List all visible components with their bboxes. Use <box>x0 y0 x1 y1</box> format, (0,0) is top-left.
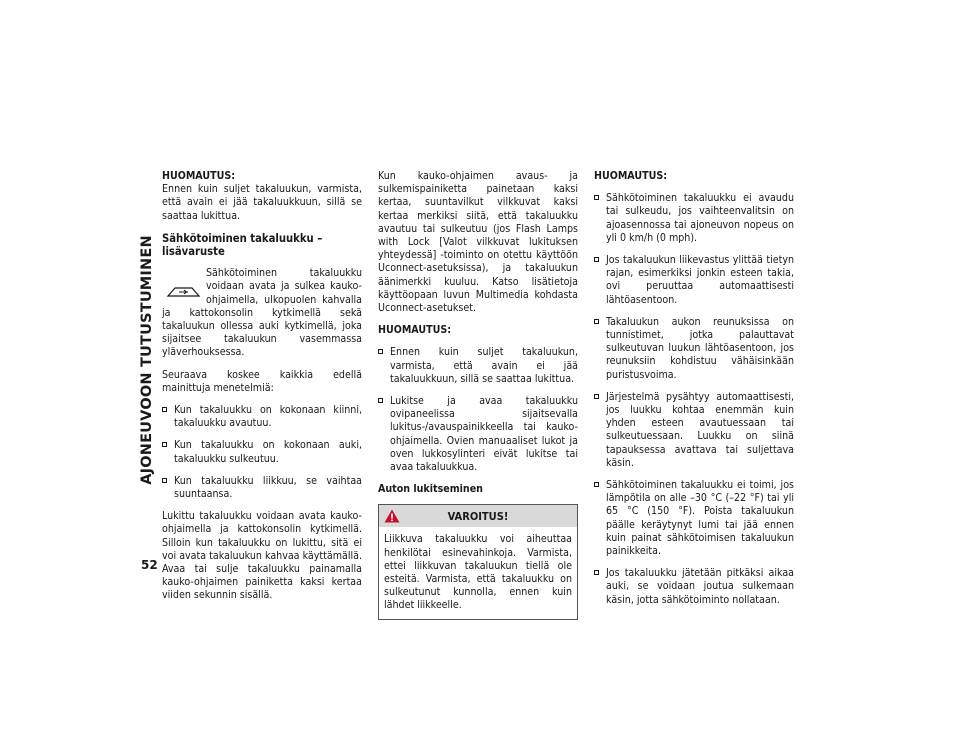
list-item: Kun takaluukku on kokonaan kiinni, takaluukku avautuu. <box>162 404 362 430</box>
list-item: Sähkötoiminen takaluukku ei avaudu tai sulkeudu, jos vaihteenvalitsin on ajoasennossa tai ajoneuvon nopeus on yli 0 km/h (0 mph). <box>594 192 794 245</box>
note-list <box>378 346 578 474</box>
list-item: Lukitse ja avaa takaluukku ovipaneelissa sijaitsevalla lukitus-/avauspainikkeella tai kauko-ohjaimella. Ovien manuaaliset lukot ja oven lukkosylinteri eivät lukitse tai avaa takaluukkua. <box>378 395 578 474</box>
list-item: Sähkötoiminen takaluukku ei toimi, jos lämpötila on alle –30 °C (–22 °F) tai yli 65 °C (150 °F). Poista takaluukun päälle keräytynyt lumi tai jää ennen kuin painat sähkötoimisen takaluukun painikkeita. <box>594 479 794 558</box>
note-text: Ennen kuin suljet takaluukun, varmista, että avain ei jää takaluukkuun, sillä se saattaa lukittua. <box>162 183 362 222</box>
list-item: Ennen kuin suljet takaluukun, varmista, että avain ei jää takaluukkuun, sillä se saattaa lukittua. <box>378 346 578 386</box>
page-number: 52 <box>141 558 158 572</box>
note-label: HUOMAUTUS: <box>162 170 236 182</box>
method-list <box>162 404 362 501</box>
closing-text: Lukittu takaluukku voidaan avata kauko-ohjaimella ja kattokonsolin kytkimellä. Silloin kun takaluukku on lukittu, sitä ei voi avata takaluukun kahvaa käyttämällä. Avaa tai sulje takaluukku painamalla kauko-ohjaimen painiketta kaksi kertaa viiden sekunnin sisällä. <box>162 510 362 602</box>
subheading: Auton lukitseminen <box>378 483 483 496</box>
column-1 <box>162 170 362 612</box>
warning-triangle-icon <box>384 509 400 523</box>
feature-block <box>162 267 362 359</box>
list-item: Takaluukun aukon reunuksissa on tunnistimet, jotka palauttavat sulkeutuvan luukun lähtöasentoon, jos reunuksiin kohdistuu vähäisinkään puristusvoima. <box>594 316 794 382</box>
list-item: Jos takaluukun liikevastus ylittää tietyn rajan, esimerkiksi jonkin esteen takia, ovi peruuttaa automaattisesti lähtöasentoon. <box>594 254 794 307</box>
remote-paragraph: Kun kauko-ohjaimen avaus- ja sulkemispainiketta painetaan kaksi kertaa, suuntavilkut vilkkuvat kaksi kertaa merkiksi siitä, että takaluukku avautuu tai sulkeutuu (jos Flash Lamps with Lock [Valot vilkkuvat lukituksen yhteydessä] -toiminto on otettu käyttöön Uconnect-asetuksissa), ja takaluukun äänimerkki kuuluu. Katso lisätietoja käyttöopaan luvun Multimedia kohdasta Uconnect-asetukset. <box>378 170 578 315</box>
section-title: Sähkötoiminen takaluukku – lisävaruste <box>162 231 323 259</box>
feature-text: Sähkötoiminen takaluukku voidaan avata ja sulkea kauko-ohjaimella, ulkopuolen kahvalla ja kattokonsolin kytkimellä sekä takaluukun ollessa auki kytkimellä, joka sijaitsee takaluukun vasemmassa yläverhouksessa. <box>162 267 362 359</box>
list-item: Kun takaluukku on kokonaan auki, takaluukku sulkeutuu. <box>162 439 362 465</box>
intro-text: Seuraava koskee kaikkia edellä mainittuja menetelmiä: <box>162 368 362 394</box>
warning-header <box>379 505 577 527</box>
warning-title: VAROITUS! <box>447 509 509 523</box>
chapter-title-text: AJONEUVOON TUTUSTUMINEN <box>139 235 155 485</box>
warning-box <box>378 504 578 619</box>
chapter-side-title <box>136 160 158 560</box>
warning-text: Liikkuva takaluukku voi aiheuttaa henkilötai esinevahinkoja. Varmista, ettei liikkuvan takaluukun tiellä ole esteitä. Varmista, että takaluukku on sulkeutunut kunnolla, ennen kuin lähdet liikkeelle. <box>384 533 572 612</box>
column-2 <box>378 170 578 620</box>
list-item: Jos takaluukku jätetään pitkäksi aikaa auki, se voidaan joutua sulkemaan käsin, jotta sähkötoiminto nollataan. <box>594 567 794 607</box>
note-list <box>594 192 794 607</box>
list-item: Järjestelmä pysähtyy automaattisesti, jos luukku kohtaa enemmän kuin yhden esteen avautuessaan tai sulkeutuessaan. Luukku on siinä tapauksessa avattava tai suljettava käsin. <box>594 391 794 470</box>
column-3 <box>594 170 794 616</box>
list-item: Kun takaluukku liikkuu, se vaihtaa suuntaansa. <box>162 475 362 501</box>
liftgate-button-icon <box>162 281 206 303</box>
note-label: HUOMAUTUS: <box>378 324 452 337</box>
note-label: HUOMAUTUS: <box>594 170 668 182</box>
